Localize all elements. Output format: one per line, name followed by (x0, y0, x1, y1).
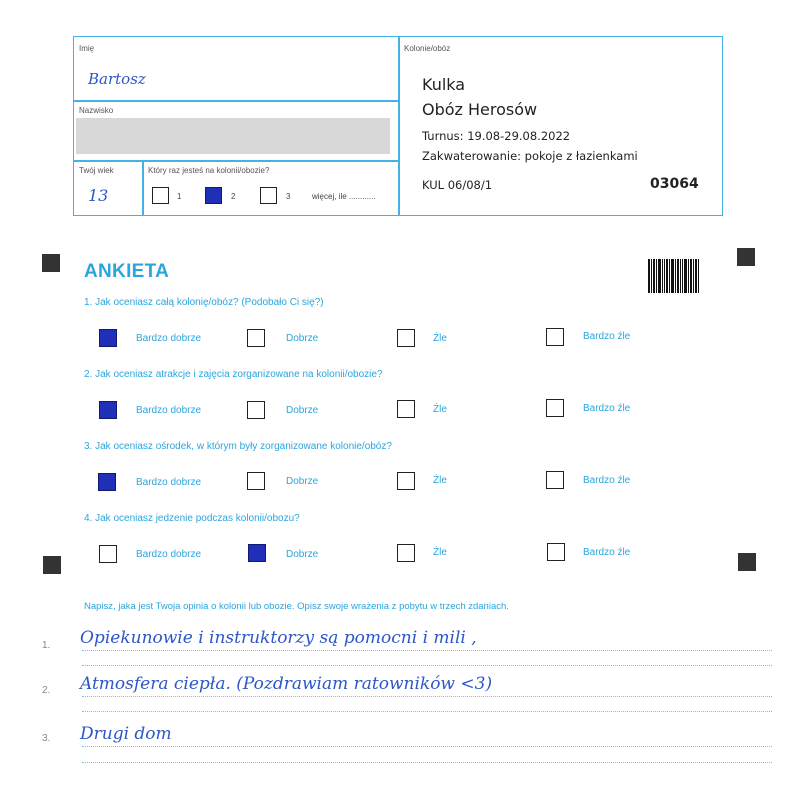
ktory-raz-checkbox-3[interactable] (260, 187, 277, 204)
answer-dotted-line (82, 665, 772, 666)
camp-name: Kulka (422, 75, 466, 94)
answer-number-1: 1. (42, 640, 51, 651)
question-2: 2. Jak oceniasz atrakcje i zajęcia zorganizowane na kolonii/obozie? (84, 369, 383, 380)
q3-checkbox-dobrze[interactable] (247, 472, 265, 490)
ktory-raz-option-1: 1 (177, 192, 182, 201)
q1-option-zle: Źle (433, 333, 447, 344)
q1-option-dobrze: Dobrze (286, 333, 319, 344)
opinion-prompt: Napisz, jaka jest Twoja opinia o kolonii lub obozie. Opisz swoje wrażenia z pobytu w trzech zdaniach. (84, 601, 509, 612)
camp-code: KUL 06/08/1 (422, 178, 493, 192)
camp-title: Obóz Herosów (422, 100, 538, 119)
header-row-divider (73, 100, 399, 102)
kolonia-label: Kolonie/obóz (404, 44, 451, 53)
turnus: Turnus: 19.08-29.08.2022 (422, 129, 571, 143)
q4-option-dobrze: Dobrze (286, 549, 319, 560)
question-1: 1. Jak oceniasz całą kolonię/obóz? (Podobało Ci się?) (84, 297, 324, 308)
q2-option-bardzo-zle: Bardzo źle (583, 403, 631, 414)
answer-line-3[interactable]: Drugi dom (80, 724, 172, 744)
q4-option-bardzo-dobrze: Bardzo dobrze (136, 549, 202, 560)
q2-checkbox-zle[interactable] (397, 400, 415, 418)
wiek-label: Twój wiek (79, 166, 114, 175)
q2-option-zle: Źle (433, 404, 447, 415)
answer-dotted-line (82, 711, 772, 712)
q3-checkbox-bardzo-dobrze[interactable] (98, 473, 116, 491)
alignment-marker (42, 254, 60, 272)
zakwaterowanie: Zakwaterowanie: pokoje z łazienkami (422, 149, 638, 163)
q3-checkbox-bardzo-zle[interactable] (546, 471, 564, 489)
question-4: 4. Jak oceniasz jedzenie podczas kolonii/obozu? (84, 513, 300, 524)
answer-line-1[interactable]: Opiekunowie i instruktorzy są pomocni i mili , (80, 628, 477, 648)
q2-option-dobrze: Dobrze (286, 405, 319, 416)
imie-value[interactable]: Bartosz (88, 70, 146, 88)
alignment-marker (43, 556, 61, 574)
q1-checkbox-dobrze[interactable] (247, 329, 265, 347)
answer-line-2[interactable]: Atmosfera ciepła. (Pozdrawiam ratowników <3) (80, 674, 493, 694)
question-3: 3. Jak oceniasz ośrodek, w którym były zorganizowane kolonie/obóz? (84, 441, 392, 452)
q4-option-bardzo-zle: Bardzo źle (583, 547, 631, 558)
answer-dotted-line (82, 762, 772, 763)
q1-option-bardzo-zle: Bardzo źle (583, 331, 631, 342)
q4-checkbox-bardzo-zle[interactable] (547, 543, 565, 561)
q3-option-dobrze: Dobrze (286, 476, 319, 487)
wiek-value[interactable]: 13 (88, 186, 109, 205)
ktory-raz-label: Który raz jesteś na kolonii/obozie? (148, 166, 270, 175)
ktory-raz-checkbox-2[interactable] (205, 187, 222, 204)
q2-checkbox-bardzo-zle[interactable] (546, 399, 564, 417)
header-divider (398, 36, 400, 216)
alignment-marker (737, 248, 755, 266)
ktory-raz-option-2: 2 (231, 192, 236, 201)
q1-checkbox-bardzo-zle[interactable] (546, 328, 564, 346)
q3-option-zle: Źle (433, 475, 447, 486)
q4-checkbox-dobrze[interactable] (248, 544, 266, 562)
nazwisko-label: Nazwisko (79, 106, 114, 115)
form-number: 03064 (650, 176, 699, 192)
imie-label: Imię (79, 44, 95, 53)
survey-title: ANKIETA (84, 261, 170, 282)
q2-checkbox-dobrze[interactable] (247, 401, 265, 419)
ktory-raz-option-more: więcej, ile ............ (312, 192, 376, 201)
barcode-icon (648, 259, 702, 293)
header-row-divider (73, 160, 399, 162)
q3-option-bardzo-zle: Bardzo źle (583, 475, 631, 486)
ktory-raz-checkbox-1[interactable] (152, 187, 169, 204)
alignment-marker (738, 553, 756, 571)
answer-number-3: 3. (42, 733, 51, 744)
ktory-raz-option-3: 3 (286, 192, 291, 201)
q1-checkbox-zle[interactable] (397, 329, 415, 347)
q2-checkbox-bardzo-dobrze[interactable] (99, 401, 117, 419)
nazwisko-redacted-field[interactable] (76, 118, 390, 154)
answer-dotted-line (82, 650, 772, 651)
q2-option-bardzo-dobrze: Bardzo dobrze (136, 405, 202, 416)
q3-checkbox-zle[interactable] (397, 472, 415, 490)
q4-checkbox-bardzo-dobrze[interactable] (99, 545, 117, 563)
answer-dotted-line (82, 746, 772, 747)
header-col-divider (142, 160, 144, 216)
q3-option-bardzo-dobrze: Bardzo dobrze (136, 477, 202, 488)
q4-checkbox-zle[interactable] (397, 544, 415, 562)
answer-number-2: 2. (42, 685, 51, 696)
q1-option-bardzo-dobrze: Bardzo dobrze (136, 333, 202, 344)
q1-checkbox-bardzo-dobrze[interactable] (99, 329, 117, 347)
q4-option-zle: Źle (433, 547, 447, 558)
answer-dotted-line (82, 696, 772, 697)
